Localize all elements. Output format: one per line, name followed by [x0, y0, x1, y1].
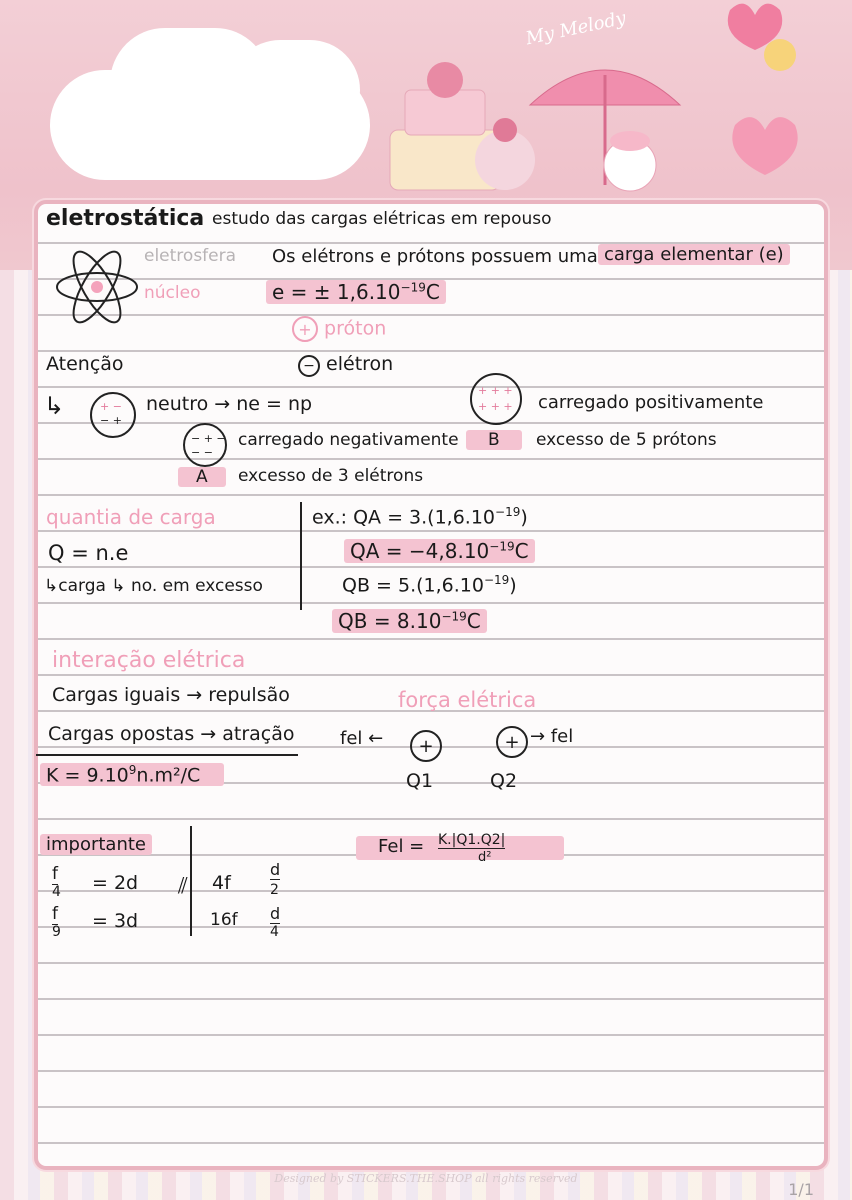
- fel-denominator: d²: [478, 850, 492, 865]
- ex3-text: QB = 5.(1,6.10: [342, 574, 484, 597]
- label-eletrosfera: eletrosfera: [144, 246, 237, 266]
- ex3-end: ): [509, 574, 517, 597]
- k-exp: 9: [128, 763, 137, 777]
- ex1-text: ex.: QA = 3.(1,6.10: [312, 506, 496, 529]
- q-caption: ↳carga ↳ no. em excesso: [44, 576, 263, 596]
- ex3-exp: −19: [483, 573, 510, 587]
- atom-icon: [52, 245, 142, 330]
- example-line-4: [332, 609, 487, 633]
- atencao-label: Atenção: [46, 353, 124, 375]
- e-value: [266, 280, 446, 304]
- page-indicator: 1/1: [788, 1180, 814, 1199]
- example-line-2: [344, 539, 535, 563]
- positive-body-icon: [466, 372, 526, 426]
- ex2-end: C: [514, 539, 529, 563]
- important-heading: importante: [40, 834, 152, 855]
- opposite-charges: Cargas opostas → atração: [48, 723, 295, 745]
- frac1-num: f: [52, 864, 58, 884]
- q1-label: Q1: [406, 770, 434, 792]
- inequality-symbol: ⫽: [178, 874, 188, 899]
- row2-left: 16f: [210, 910, 238, 930]
- proton-plus-icon: +: [292, 316, 318, 342]
- fel-numerator: K.|Q1.Q2|: [438, 832, 506, 848]
- excess-protons: excesso de 5 prótons: [536, 430, 717, 450]
- row2-den: 4: [270, 924, 279, 940]
- proton-label: próton: [324, 317, 387, 340]
- example-line-3: [342, 573, 517, 596]
- svg-text:− −: − −: [191, 446, 213, 459]
- proton-row: [292, 316, 386, 342]
- footer-credit: Designed by STICKERS.THE.SHOP all rights reserved: [274, 1172, 578, 1185]
- svg-text:− + −: − + −: [191, 432, 226, 445]
- label-a: A: [178, 467, 226, 487]
- electron-label: elétron: [326, 353, 394, 375]
- fel-formula-left: Fel =: [378, 836, 425, 857]
- q-formula: Q = n.e: [48, 541, 129, 565]
- interaction-underline: [36, 754, 298, 756]
- neutral-body-icon: [88, 390, 138, 440]
- charge-q2-icon: +: [496, 726, 528, 758]
- svg-text:+ + +: + + +: [478, 400, 513, 413]
- ex2-text: QA = −4,8.10: [350, 539, 490, 563]
- ex1-exp: −19: [495, 505, 521, 519]
- cloud-shape: [230, 40, 360, 140]
- heart-balloon-illustration: [700, 0, 840, 200]
- force-heading: força elétrica: [398, 688, 537, 712]
- ex2-exp: −19: [489, 539, 515, 554]
- frac2-num: f: [52, 904, 58, 924]
- e-value-text: e = ± 1,6.10: [272, 280, 401, 304]
- electron-row: [298, 353, 393, 377]
- page-title: eletrostática: [46, 206, 205, 231]
- positive-text: carregado positivamente: [538, 392, 764, 413]
- k-constant: [40, 763, 224, 786]
- k-text: K = 9.10: [46, 764, 129, 787]
- arrow-icon: ↳: [44, 392, 65, 420]
- example-line-1: [312, 505, 528, 528]
- interaction-heading: interação elétrica: [52, 648, 246, 673]
- intro-text: Os elétrons e prótons possuem uma: [272, 246, 598, 267]
- equal-charges: Cargas iguais → repulsão: [52, 684, 290, 706]
- fel-right: → fel: [530, 726, 574, 747]
- frac2-den: 9: [52, 924, 61, 940]
- subtitle: estudo das cargas elétricas em repouso: [212, 209, 552, 229]
- quantity-heading: quantia de carga: [46, 505, 216, 529]
- e-unit: C: [425, 280, 440, 304]
- ex4-text: QB = 8.10: [338, 609, 442, 633]
- excess-electrons: excesso de 3 elétrons: [238, 466, 424, 486]
- important-divider: [190, 826, 192, 936]
- fel-left: fel ←: [340, 728, 384, 749]
- charge-q1-icon: +: [410, 730, 442, 762]
- example-bracket: [300, 502, 302, 610]
- ex4-end: C: [466, 609, 481, 633]
- row1-den: 2: [270, 882, 279, 898]
- ex1-end: ): [520, 506, 528, 529]
- brand-text: My Melody: [523, 7, 628, 50]
- k-unit: n.m²/C: [136, 764, 201, 787]
- frac2-rhs: = 3d: [92, 910, 139, 932]
- elementary-charge-label: carga elementar (e): [598, 244, 790, 265]
- row2-num: d: [270, 904, 281, 923]
- electron-minus-icon: −: [298, 355, 320, 377]
- ex4-exp: −19: [441, 609, 467, 624]
- frac1-rhs: = 2d: [92, 872, 139, 894]
- umbrella-illustration: [520, 45, 690, 195]
- row1-left: 4f: [212, 872, 231, 894]
- negative-text: carregado negativamente: [238, 430, 459, 450]
- svg-text:− +: − +: [100, 414, 122, 427]
- frac1-den: 4: [52, 884, 61, 900]
- label-b: B: [466, 430, 522, 450]
- q2-label: Q2: [490, 770, 518, 792]
- e-exponent: −19: [400, 280, 426, 295]
- row1-num: d: [270, 860, 281, 879]
- negative-body-icon: [180, 422, 230, 468]
- label-nucleo: núcleo: [144, 283, 201, 303]
- neutral-text: neutro → ne = np: [146, 393, 313, 415]
- svg-text:+ + +: + + +: [478, 384, 513, 397]
- svg-text:+ −: + −: [100, 400, 122, 413]
